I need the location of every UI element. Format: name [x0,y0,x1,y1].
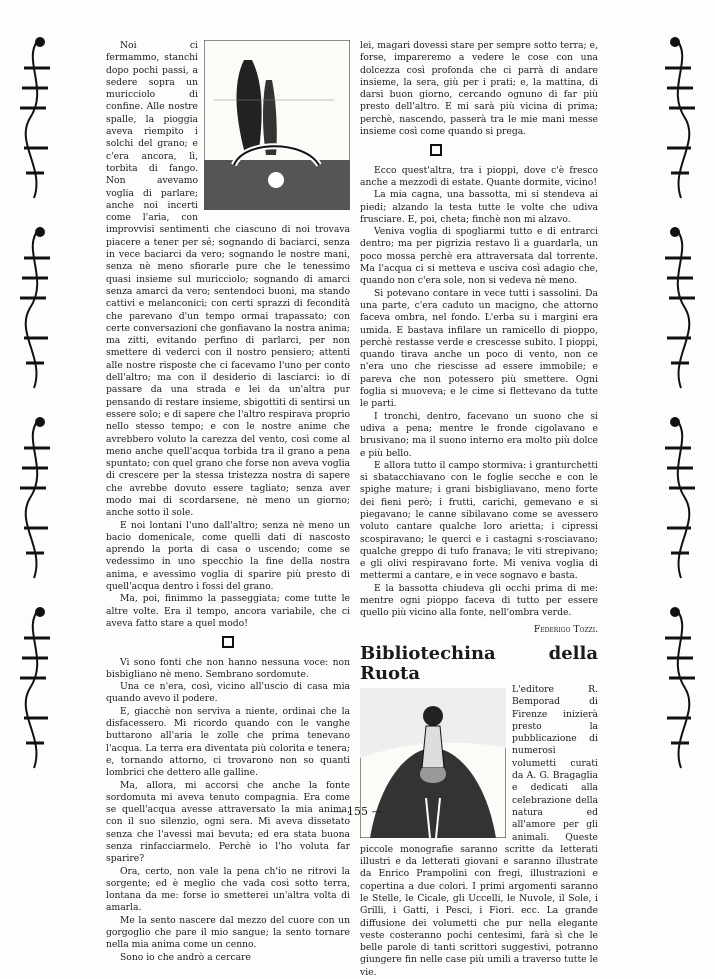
paragraph: E, giacchè non serviva a niente, ordinai che la disfacessero. Mi ricordo quando con le vanghe buttarono all'aria le zolle che prima tenevano l'acqua. La terra era diventata più colorita e tenera; e, tornando attorno, ci trovarono non so quanti lombrici che dettero alle galline. [106,705,350,779]
paragraph: Ma, poi, finimmo la passeggiata; come tutte le altre volte. Era il tempo, ancora variabile, che ci aveva fatto stare a quel modo! [106,593,350,629]
paragraph: Si potevano contare in vece tutti i sassolini. Da una parte, c'era caduto un macigno, che attorno faceva ombra, nel fondo. L'erba su i margini era umida. E bastava infilare un ramicello di pioppo, perchè restasse verde e crescesse subito. I pioppi, quando tirava anche un poco di vento, non ce n'era uno che riescisse ad essere immobile; e pareva che non potessero più smettere. Ogni foglia si muoveva; e le cime si flettevano da tutte le parti. [360,287,598,410]
paragraph: Ora, certo, non vale la pena ch'io ne ritrovi la sorgente; ed è meglio che vada così sotto terra, lontana da me: forse io smetterei un'altra volta di amarla. [106,865,350,914]
paragraph: Noi ci fermammo, stanchi dopo pochi passi, a sedere sopra un muricciolo di confine. Alle nostre spalle, la pioggia aveva riempito i solchi del grano; e c'era ancora, lì, torbita di fango. Non avevamo voglia di parlare; anche noi incerti come l'aria, con improvvisi sentimenti che ciascuno di noi trovava piacere a tener per sé; sognando di baciarci, senza in vece baciarci da vero; sognando le nostre mani, senza nè meno sfiorarle pure che le tenessimo quasi insieme sul muricciolo; sognando di amarci senza amarci da vero; sentendoci buoni, ma stando cattivi e melanconici; con certi sprazzi di fecondità che parevano d'un tempo ormai trapassato; con certe conversazioni che gonfiavano la nostra anima; ma zitti, evitando perfino di parlarci, per non smettere di vederci con il nostro pensiero; attenti alle nostre risposte che ci facevamo l'uno per conto dell'altro; ma con il desiderio di lasciarci: io di passare da una strada e lei da un'altra pur pensando di restare insieme, sbigottiti di sentirsi un essere solo; e di sapere che l'altro respirava proprio nello stesso tempo; e con le nostre anime che avrebbero voluto la carezza del vento, così come al meno anche quell'acqua torbida tra il grano a pena spuntato; con quel grano che forse non aveva voglia di crescere per la stessa tristezza nostra di sapere che avrebbe dovuto essere tagliato; senza aver modo mai di scordarsene, nè meno un giorno; anche sotto il sole. [106,40,350,519]
paragraph: lei, magari dovessi stare per sempre sotto terra; e, forse, impareremo a vedere le cose con una dolcezza così profonda che ci parrà di andare insieme, la sera, giù per i prati; e, la mattina, di darsi buon giorno, cercando ognuno di far più presto dell'altro. E mi sarà più vicina di prima; perchè, nascendo, passerà tra le mie mani messe insieme così come quando si prega. [360,40,598,138]
paragraph: Ecco quest'altra, tra i pioppi, dove c'è fresco anche a mezzodì di estate. Quante dormite, vicino! [360,164,598,188]
section-ornament-icon [430,144,598,158]
section-heading: Bibliotechina della Ruota [360,642,598,684]
cypress-fountain-image-icon [204,40,350,210]
seahorse-border-left-icon [10,28,58,798]
section-ornament-icon [106,636,350,650]
paragraph: I tronchi, dentro, facevano un suono che si udiva a pena; mentre le fronde cigolavano e brusivano; ma il suono interno era molto più dolce e più bello. [360,410,598,459]
paragraph: Me la sento nascere dal mezzo del cuore con un gorgoglio che pare il mio sangue; la sento tornare nella mia anima come un cenno. [106,914,350,951]
paragraph: Ma, allora, mi accorsi che anche la fonte sordomuta mi aveva tenuto compagnia. Era come se quell'acqua avesse attraversato la mia anima, con il suo silenzio, ogni sera. Mi aveva dissetato senza che l'avessi mai bevuta; ed era stata buona senza rinfacciarmelo. Perchè io l'ho voluta far sparire? [106,779,350,865]
paragraph: E allora tutto il campo stormiva: i granturchetti si sbatacchiavano con le foglie secche e con le spighe mature; i grani bisbigliavano, meno forte dei fieni però; i frutti, carichi, gemevano e si piegavano; le canne sibilavano come se avessero voluto cantare qualche loro arietta; i cipressi scospiravano; le querci e i castagni s·rosciavano; qualche greppo di tufo franava; le viti strepivano; e gli olivi respiravano forte. Mi veniva voglia di mettermi a cantare, e in vece sognavo e basta. [360,459,598,582]
bibliotechina-paragraph [360,644,598,684]
author-signature: Federigo Tozzi. [533,623,598,635]
paragraph: E la bassotta chiudeva gli occhi prima di me: mentre ogni pioppo faceva di tutto per essere quello più vicino alla fonte, nell'ombra verde. [360,582,598,619]
article-column-right [360,40,598,979]
paragraph: Sono io che andrò a cercare [120,951,251,963]
paragraph: Veniva voglia di spogliarmi tutto e di entrarci dentro; ma per pigrizia restavo lì a guardarla, un poco mossa perchè era attraversata dal torrente. Ma l'acqua ci si metteva e usciva così adagio che, quando non c'era sole, non si vedeva nè meno. [360,226,598,287]
page-number: — 155 — [332,805,383,818]
paragraph: Vi sono fonti che non hanno nessuna voce: non bisbigliano nè meno. Sembrano sordomute. [106,656,350,680]
bibliotechina-text: L'editore R. Bemporad di Firenze inizierà presto la pubblicazione di numerosi volumetti curati da A. G. Bragaglia e dedicati alla celebrazione della natura ed all'amore per gli animali. Queste piccole monografie saranno scritte da letterati illustri e da letterati giovani e saranno illustrate da Enrico Prampolini con fregi, illustrazioni e copertina a due colori. I primi argomenti saranno le Stelle, le Cicale, gli Uccelli, le Nuvole, il Sole, i Grilli, i Gatti, i Pesci, i Fiori. ecc. La grande diffusione dei volumetti che pur nella elegante veste costeranno pochi centesimi, farà sì che le belle parole di tanti scrittori suggestivi, potranno giungere fin nelle case più umili a traverso tutte le vie. [360,683,598,978]
paragraph: E noi lontani l'uno dall'altro; senza nè meno un bacio domenicale, come quelli dati di nascosto aprendo la porta di casa o uscendo; come se vedessimo in uno specchio la fine della nostra anima, e avessimo voglia di sparire più presto di quell'acqua dentro i fossi del grano. [106,519,350,593]
article-column-left [106,40,350,964]
paragraph: Una ce n'era, così, vicino all'uscio di casa mia quando avevo il podere. [106,681,350,705]
paragraph: La mia cagna, una bassotta, mi si stendeva ai piedi; alzando la testa tutte le volte che udiva frusciare. E, poi, cheta; finchè non mi alzavo. [360,189,598,225]
seahorse-border-right-icon [657,28,705,798]
fountain-illustration [204,40,350,210]
